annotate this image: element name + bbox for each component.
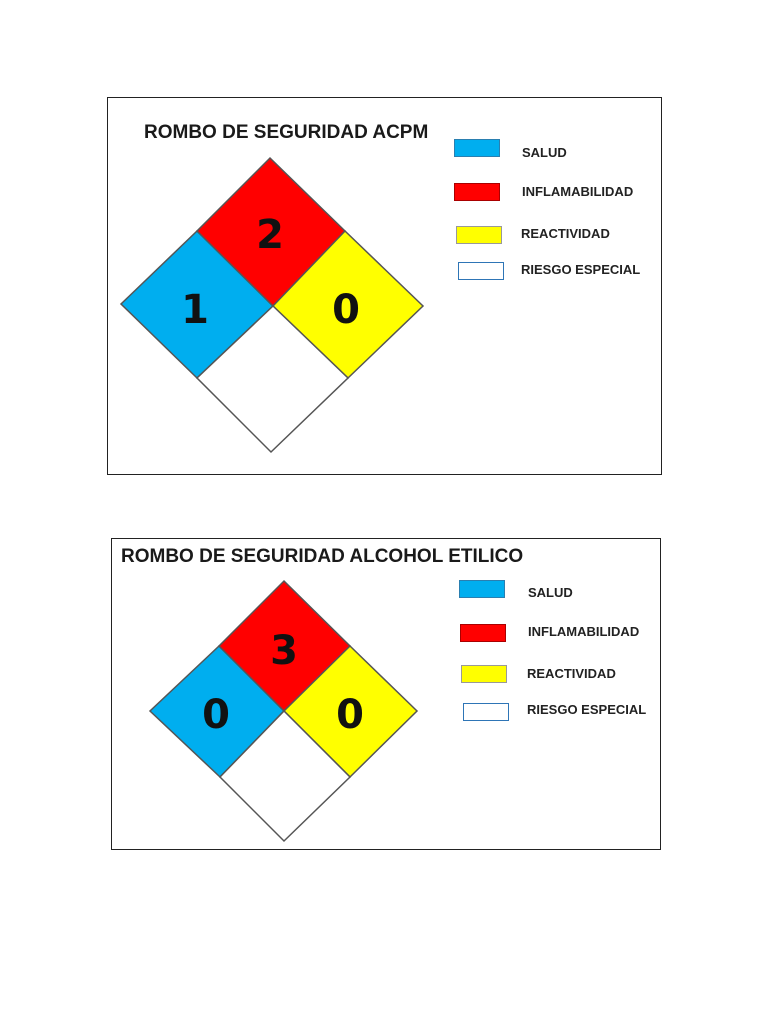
legend-label: SALUD: [528, 585, 573, 600]
hazard-diamond: [112, 539, 662, 851]
inflamabilidad-value: 2: [256, 212, 284, 258]
card-title: ROMBO DE SEGURIDAD ALCOHOL ETILICO: [121, 546, 524, 567]
safety-diamond-card-acpm: [107, 97, 662, 475]
safety-diamond-card-alcohol-etilico: [111, 538, 661, 850]
legend-label: RIESGO ESPECIAL: [527, 702, 647, 717]
legend-label: INFLAMABILIDAD: [522, 184, 634, 199]
salud-value: 1: [181, 287, 209, 333]
reactividad-value: 0: [336, 692, 364, 738]
hazard-diamond: [108, 98, 663, 476]
legend-label: REACTIVIDAD: [527, 666, 616, 681]
legend-label: SALUD: [522, 145, 567, 160]
salud-value: 0: [202, 692, 230, 738]
inflamabilidad-value: 3: [270, 628, 298, 674]
reactividad-value: 0: [332, 287, 360, 333]
legend-label: INFLAMABILIDAD: [528, 624, 640, 639]
card-title: ROMBO DE SEGURIDAD ACPM: [144, 122, 429, 143]
legend-label: RIESGO ESPECIAL: [521, 262, 641, 277]
legend-label: REACTIVIDAD: [521, 226, 610, 241]
